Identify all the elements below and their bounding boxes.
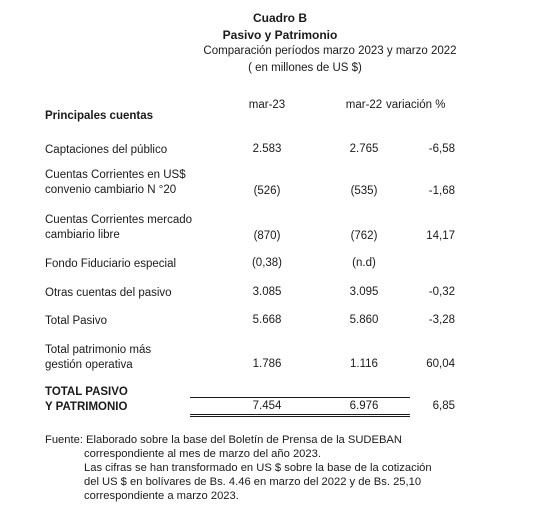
table-title: Cuadro B bbox=[253, 11, 307, 25]
value-mar22: 3.095 bbox=[349, 286, 379, 298]
row-label: Total Pasivo bbox=[45, 315, 108, 327]
footnote-line: Las cifras se han transformado en US $ sobre la base de la cotización bbox=[84, 462, 432, 474]
value-mar22: (535) bbox=[350, 185, 378, 197]
row-label: Otras cuentas del pasivo bbox=[45, 287, 172, 299]
row-label-line2: convenio cambiario N °20 bbox=[45, 184, 177, 196]
value-mar22: 5.860 bbox=[349, 314, 379, 326]
value-mar23: 2.583 bbox=[252, 143, 282, 155]
value-variacion: 60,04 bbox=[426, 358, 455, 370]
value-mar23: (526) bbox=[253, 185, 281, 197]
total-rule-bottom-2 bbox=[190, 416, 410, 417]
column-header-mar23: mar-23 bbox=[248, 99, 286, 111]
row-label-line2: cambiario libre bbox=[45, 229, 120, 241]
footnote-line: correspondiente al mes de marzo del año 2023. bbox=[84, 448, 321, 460]
value-mar23: (0,38) bbox=[251, 257, 283, 269]
table-subtitle: Pasivo y Patrimonio bbox=[222, 28, 338, 42]
value-mar23: 5.668 bbox=[252, 314, 282, 326]
footnote-line: del US $ en bolívares de Bs. 4.46 en marzo del 2022 y de Bs. 25,10 bbox=[84, 476, 422, 488]
value-mar23: 3.085 bbox=[252, 286, 282, 298]
value-variacion: 14,17 bbox=[426, 230, 455, 242]
value-mar22: (762) bbox=[350, 230, 378, 242]
column-header-mar22: mar-22 bbox=[345, 99, 383, 111]
row-label: Fondo Fiduciario especial bbox=[45, 258, 177, 270]
value-variacion: -3,28 bbox=[428, 314, 455, 326]
column-header-variacion: variación % bbox=[386, 99, 446, 111]
row-label: Cuentas Corrientes en US$ bbox=[45, 169, 186, 181]
value-mar23: 1.786 bbox=[252, 358, 282, 370]
row-label-line2: gestión operativa bbox=[45, 359, 133, 371]
table-units: ( en millones de US $) bbox=[248, 62, 362, 74]
row-label: Captaciones del público bbox=[45, 144, 168, 156]
footnote-line: Fuente: Elaborado sobre la base del Boletín de Prensa de la SUDEBAN bbox=[45, 434, 402, 446]
value-variacion: -6,58 bbox=[428, 143, 455, 155]
total-rule-bottom-1 bbox=[190, 414, 410, 415]
value-mar22: 1.116 bbox=[350, 358, 378, 370]
total-rule-top bbox=[190, 397, 410, 398]
total-mar23: 7.454 bbox=[252, 400, 282, 412]
total-mar22: 6.976 bbox=[349, 400, 379, 412]
value-variacion: -1,68 bbox=[428, 185, 455, 197]
total-label-line2: Y PATRIMONIO bbox=[45, 401, 128, 413]
row-label: Cuentas Corrientes mercado bbox=[45, 214, 193, 226]
footnote-line: correspondiente a marzo 2023. bbox=[84, 490, 239, 502]
value-mar22: 2.765 bbox=[349, 143, 379, 155]
value-mar22: (n.d) bbox=[352, 257, 376, 269]
value-mar23: (870) bbox=[253, 230, 281, 242]
table-comparison: Comparación períodos marzo 2023 y marzo 2022 bbox=[203, 45, 457, 57]
total-label: TOTAL PASIVO bbox=[45, 386, 128, 398]
row-label: Total patrimonio más bbox=[45, 344, 152, 356]
section-heading: Principales cuentas bbox=[45, 110, 154, 122]
value-variacion: -0,32 bbox=[428, 286, 455, 298]
total-variacion: 6,85 bbox=[432, 400, 455, 412]
